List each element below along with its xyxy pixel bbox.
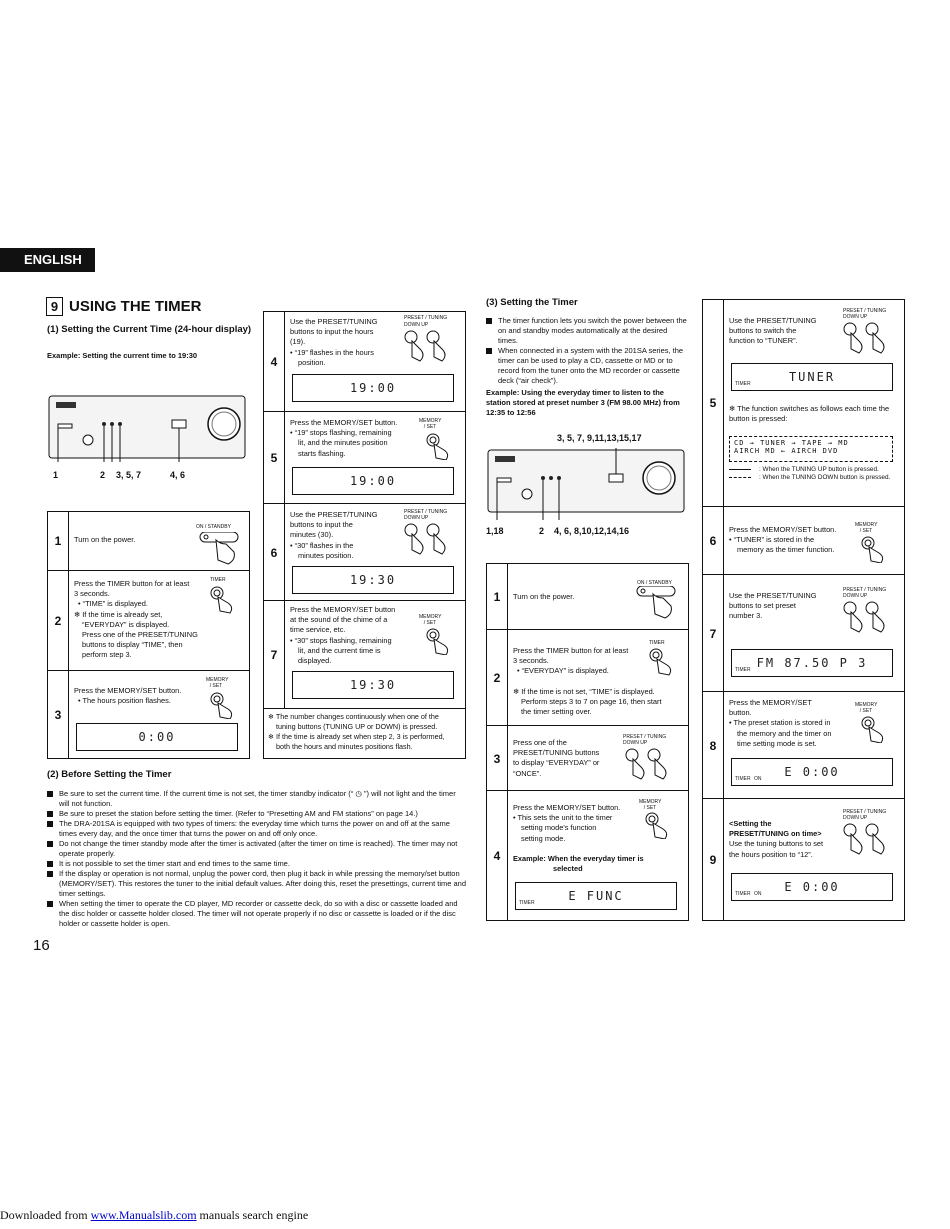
footer-suffix: manuals search engine [196,1208,309,1222]
step-6 [264,503,465,601]
arrow-legend: : When the TUNING UP button is pressed. : When the TUNING DOWN button is pressed. [729,466,895,482]
dual-hand-press-icon [402,328,458,368]
button-subcaption: DOWN UP [843,815,868,821]
button-caption: PRESET / TUNING [843,587,887,593]
step-text: Use the PRESET/TUNING buttons to switch the function to “TUNER”. [729,316,817,346]
footer-prefix: Downloaded from [0,1208,91,1222]
part1-example: Example: Setting the current time to 19:30 [47,351,198,360]
receiver-illustration [48,392,248,462]
button-caption: MEMORY / SET [855,702,878,714]
button-subcaption: DOWN UP [623,740,648,746]
hand-press-icon [859,535,893,563]
callout-3b: 2 [539,526,545,536]
button-caption: MEMORY / SET [639,799,662,811]
button-subcaption: DOWN UP [843,314,868,320]
dual-hand-press-icon [841,320,897,360]
step-2 [48,570,249,671]
lcd-display: 19:30 [292,566,454,594]
button-caption: PRESET / TUNING [404,315,448,321]
part2-title: (2) Before Setting the Timer [47,769,172,780]
hand-press-icon [198,532,242,566]
lcd-display: TUNER TIMER [731,363,893,391]
step-number: 7 [264,601,285,709]
button-caption: PRESET / TUNING [843,308,887,314]
brand-badge [56,402,76,408]
timer-step-8 [703,691,904,799]
part3-bullets: The timer function lets you switch the power between the on and standby modes automatically at the desired times. When connected in a system with the 201SA series, the timer can be used to play a CD, cassette or MD or to record from the tuner onto the MD recorder or cassette deck (“air check”). [486,316,688,386]
lcd-display: E 0:00 TIMER ON [731,873,893,901]
lcd-display: FM 87.50 P 3 TIMER [731,649,893,677]
dual-hand-press-icon [841,599,897,639]
lcd-display: 19:00 [292,374,454,402]
lcd-display: 19:30 [292,671,454,699]
button-caption: ON / STANDBY [637,580,672,586]
button-caption: TIMER [210,577,226,583]
function-note: ❄ The function switches as follows each time the button is pressed: [729,404,890,424]
step-text: Press the MEMORY/SET button. • “TUNER” is stored in the memory as the timer function. [729,525,837,555]
step-number: 1 [487,564,508,629]
callout-1: 1 [53,470,59,480]
button-caption: PRESET / TUNING [843,809,887,815]
step-text: Press the TIMER button for at least 3 seconds. • “EVERYDAY” is displayed. ❄ If the time is not set, “TIME” is displayed. Perform steps 3 to 7 on page 16, then start the timer setting over. [513,646,662,717]
button-subcaption: DOWN UP [404,322,429,328]
button-caption: MEMORY / SET [855,522,878,534]
step-text: Use the PRESET/TUNING buttons to input the minutes (30). • “30” flashes in the minutes position. [290,510,378,560]
step-5 [264,411,465,504]
steps-table-b [263,311,466,759]
section-title-text: USING THE TIMER [69,298,202,315]
dual-hand-press-icon [841,821,897,861]
steps-table-d [702,299,905,921]
lcd-display: E 0:00 TIMER ON [731,758,893,786]
step-number: 5 [264,412,285,504]
step-number: 1 [48,512,69,570]
step-1 [48,512,249,570]
step-3 [48,670,249,759]
step-text: Turn on the power. [513,592,575,601]
notes-text: ❄ The number changes continuously when one of the tuning buttons (TUNING UP or DOWN) is pressed. ❄ If the time is already set when step 2, 3 is performed, both the hours and minutes positions flash. [268,712,445,751]
footer-link[interactable]: www.Manualslib.com [90,1208,197,1222]
step-text: <Setting the PRESET/TUNING on time> Use the tuning buttons to set the hours position to “12”. [729,819,824,859]
button-subcaption: DOWN UP [843,593,868,599]
hand-press-icon [859,715,893,743]
callout-3a: 1,18 [486,526,504,536]
part3-example: Example: Using the everyday timer to listen to the station stored at preset number 3 (FM 98.00 MHz) from 12:35 to 12:56 [486,388,680,417]
callout-3: 3, 5, 7 [116,470,142,480]
callout-4: 4, 6 [170,470,186,480]
receiver-illustration-2 [487,448,687,520]
button-caption: MEMORY / SET [419,614,442,626]
step-text: Press the MEMORY/SET button at the sound of the chime of a time service, etc. • “30” stops flashing, remaining lit, and the current time is displayed. [290,605,396,666]
hand-press-icon [424,432,458,460]
timer-step-3 [487,725,688,791]
timer-step-9 [703,798,904,921]
step-text: Press the MEMORY/SET button. • The preset station is stored in the memory and the timer on time setting mode is set. [729,698,832,748]
button-caption: MEMORY / SET [419,418,442,430]
lcd-display: 19:00 [292,467,454,495]
timer-step-2 [487,629,688,726]
callout-2: 2 [100,470,106,480]
step-7 [264,600,465,709]
button-caption: PRESET / TUNING [404,509,448,515]
button-caption: TIMER [649,640,665,646]
step-text: Press the MEMORY/SET button. • This sets the unit to the timer setting mode's function setting mode. Example: When the everyday timer is selected [513,803,644,874]
timer-step-7 [703,574,904,692]
callout-top: 3, 5, 7, 9,11,13,15,17 [557,433,642,443]
language-tab: ENGLISH [0,248,95,272]
part3-title: (3) Setting the Timer [486,297,578,308]
part1-title: (1) Setting the Current Time (24-hour display) [47,324,252,335]
hand-press-icon [635,586,679,620]
button-caption: PRESET / TUNING [623,734,667,740]
step-number: 9 [703,799,724,921]
button-subcaption: DOWN UP [404,515,429,521]
lcd-display: E FUNC TIMER [515,882,677,910]
step-number: 6 [703,507,724,575]
dual-hand-press-icon [623,746,679,786]
timer-step-5 [703,300,904,506]
step-number: 5 [703,300,724,506]
hand-press-icon [208,691,242,719]
step-text: Turn on the power. [74,535,136,544]
function-cycle-diagram: CD → TUNER → TAPE → MD AIRCH MD ← AIRCH DVD [729,436,893,462]
section-title [46,297,202,316]
hand-press-icon [647,647,681,677]
step-4 [264,312,465,411]
notes [264,708,465,759]
dual-hand-press-icon [402,521,458,561]
callout-3c: 4, 6, 8,10,12,14,16 [554,526,630,536]
step-text: Press the MEMORY/SET button. • The hours position flashes. [74,686,182,706]
step-number: 4 [487,791,508,921]
lcd-display: 0:00 [76,723,238,751]
steps-table-c [486,563,689,921]
step-text: Use the PRESET/TUNING buttons to input the hours (19). • “19” flashes in the hours position. [290,317,378,367]
step-number: 8 [703,692,724,799]
section-number: 9 [46,297,63,316]
step-number: 3 [48,671,69,759]
button-caption: ON / STANDBY [196,524,231,530]
button-caption: MEMORY / SET [206,677,229,689]
page-number: 16 [33,937,50,954]
hand-press-icon [643,811,677,839]
step-number: 2 [487,630,508,726]
steps-table-a [47,511,250,759]
timer-step-6 [703,506,904,575]
step-text: Use the PRESET/TUNING buttons to set preset number 3. [729,591,817,621]
part2-bullets: Be sure to set the current time. If the current time is not set, the timer standby indicator (“ ◷ ”) will not light and the timer will not function. Be sure to preset the station before setting the timer. (Refer to “Presetting AM and FM stations” on page 14.) The DRA-201SA is equipped with two types of timers: the everyday time which turns the power on and off at the same times every day, and the once timer that turns the power on and off only once. Do not change the timer standby mode after the timer is activated (after the timer on time is reached). The timer may not operate properly. It is not possible to set the timer start and end times to the same time. If the display or operation is not normal, unplug the power cord, then plug it back in while pressing the memory/set button (MEMORY/SET). This restores the tuner to the initial default values. After doing this, reset the presettings, current time and timer settings. When setting the timer to operate the CD player, MD recorder or cassette deck, do so with a disc or cassette loaded and the disc holder or cassette holder closed. The timer will not operate properly if no disc or cassette is loaded or if the disc holder or cassette holder is open. [47,789,467,929]
step-number: 6 [264,504,285,601]
step-text: Press one of the PRESET/TUNING buttons to display “EVERYDAY” or “ONCE”. [513,738,600,778]
timer-step-4 [487,790,688,921]
hand-press-icon [208,585,242,615]
step-text: Press the MEMORY/SET button. • “19” stops flashing, remaining lit, and the minutes position starts flashing. [290,418,398,458]
footer [0,1208,308,1223]
step-number: 4 [264,312,285,411]
hand-press-icon [424,627,458,655]
step-text: Press the TIMER button for at least 3 seconds. • “TIME” is displayed. ❄ If the time is already set, “EVERYDAY” is displayed. Press one of the PRESET/TUNING buttons to display “TIME”, then perform step 3. [74,579,198,660]
timer-step-1 [487,564,688,629]
step-number: 7 [703,575,724,692]
step-number: 3 [487,726,508,791]
step-number: 2 [48,571,69,671]
